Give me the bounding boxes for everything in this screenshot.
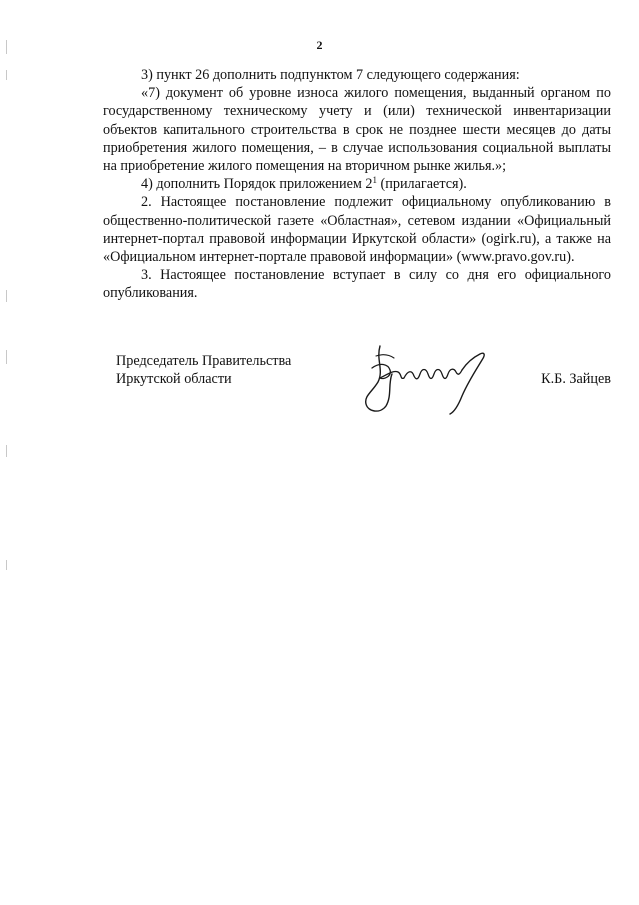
signer-position [116,352,291,388]
paragraph-publication: 2. Настоящее постановление подлежит официальному опубликованию в общественно-политической газете «Областная», сетевом издании «Официальный интернет-портал правовой информации Иркутской области» (ogirk.ru), а также на «Официальном интернет-портале правовой информации» (www.pravo.gov.ru). [103,194,611,266]
scan-edge-mark [6,290,7,302]
appendix-text-end: (прилагается). [376,176,467,193]
document-body [103,66,611,303]
page-number: 2 [316,38,323,52]
signer-position-line1: Председатель Правительства [116,353,292,369]
scan-edge-mark [6,70,7,80]
paragraph-entry-into-force: 3. Настоящее постановление вступает в силу со дня его официального опубликования. [103,267,611,302]
scan-edge-mark [6,560,7,570]
signature-stroke [372,364,462,378]
scan-edge-mark [6,350,7,364]
signature-block [103,352,611,432]
paragraph-amend-item-26: 3) пункт 26 дополнить подпунктом 7 следующего содержания: [141,67,520,83]
signature-stroke [450,353,484,414]
signer-name: К.Б. Зайцев [541,371,611,387]
paragraph-subitem-7: «7) документ об уровне износа жилого помещения, выданный органом по государственному техническому учету и (или) технической инвентаризации объектов капитального строительства в срок не позднее шести месяцев до даты приобретения жилого помещения, – в случае использования социальной выплаты на приобретение жилого помещения на вторичном рынке жилья.»; [103,85,611,175]
appendix-text: 4) дополнить Порядок приложением 2 [141,176,373,193]
paragraph-add-appendix [103,175,611,193]
handwritten-signature-icon [358,340,498,420]
scan-edge-mark [6,445,7,457]
appendix-superscript: 1 [372,175,377,186]
signer-position-line2: Иркутской области [116,371,232,388]
